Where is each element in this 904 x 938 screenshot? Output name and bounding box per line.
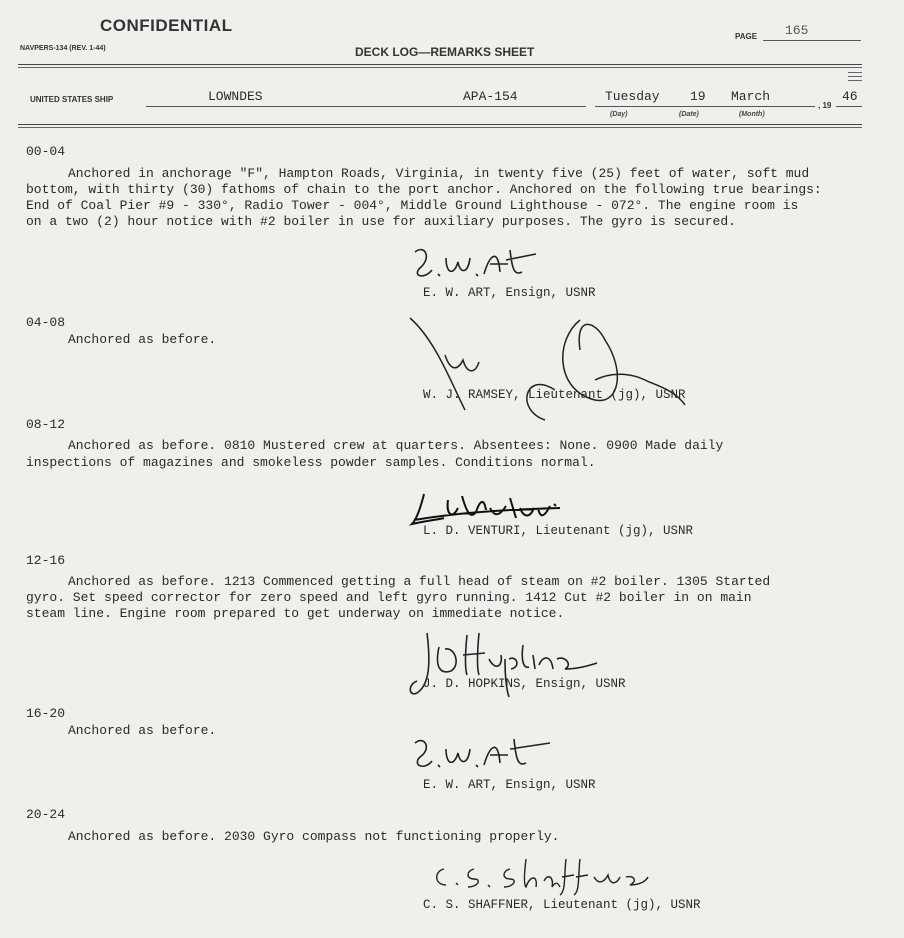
header-rule <box>18 64 862 65</box>
signature-line: E. W. ART, Ensign, USNR <box>423 286 596 300</box>
month-caption: (Month) <box>739 111 765 118</box>
log-entry-line: End of Coal Pier #9 - 330°, Radio Tower - 004°, Middle Ground Lighthouse - 072°. The engine room is <box>26 198 799 213</box>
ship-rule <box>146 106 586 107</box>
signature-line: E. W. ART, Ensign, USNR <box>423 778 596 792</box>
date-caption: (Date) <box>679 111 699 118</box>
log-date: 19 <box>690 89 706 104</box>
year-prefix: , 19 <box>818 101 832 110</box>
handwritten-signature <box>410 244 540 289</box>
page-label: PAGE <box>735 32 758 41</box>
form-number: NAVPERS-134 (REV. 1-44) <box>20 45 106 52</box>
watch-period: 16-20 <box>26 706 66 721</box>
page-number-rule <box>763 40 861 41</box>
signature-line: L. D. VENTURI, Lieutenant (jg), USNR <box>423 524 694 538</box>
info-rule <box>18 124 862 125</box>
watch-period: 00-04 <box>26 144 66 159</box>
signature-line: J. D. HOPKINS, Ensign, USNR <box>423 677 626 691</box>
signature-line: W. J. RAMSEY, Lieutenant (jg), USNR <box>423 388 686 402</box>
hull-number: APA-154 <box>463 89 518 104</box>
handwritten-signature <box>410 735 560 780</box>
log-entry-line: Anchored in anchorage "F", Hampton Roads, Virginia, in twenty five (25) feet of water, soft mud <box>68 166 810 181</box>
log-entry-line: Anchored as before. 0810 Mustered crew at quarters. Absentees: None. 0900 Made daily <box>68 438 724 453</box>
info-rule <box>18 127 862 128</box>
page-number: 165 <box>785 23 809 38</box>
log-entry-line: Anchored as before. <box>68 332 217 347</box>
handwritten-signature <box>405 310 695 435</box>
watch-period: 20-24 <box>26 807 66 822</box>
log-month: March <box>731 89 771 104</box>
classification-stamp: CONFIDENTIAL <box>100 16 233 35</box>
log-entry-line: Anchored as before. 1213 Commenced getting a full head of steam on #2 boiler. 1305 Started <box>68 574 771 589</box>
log-entry-line: Anchored as before. 2030 Gyro compass not functioning properly. <box>68 829 560 844</box>
day-caption: (Day) <box>610 111 628 118</box>
watch-period: 12-16 <box>26 553 66 568</box>
ship-label: UNITED STATES SHIP <box>30 95 114 104</box>
handwritten-signature <box>405 625 605 705</box>
log-day: Tuesday <box>605 89 660 104</box>
header-rule <box>18 67 862 68</box>
watch-period: 04-08 <box>26 315 66 330</box>
ship-name: LOWNDES <box>208 89 263 104</box>
log-entry-line: bottom, with thirty (30) fathoms of chain to the port anchor. Anchored on the following true bearings: <box>26 182 822 197</box>
log-entry-line: inspections of magazines and smokeless powder samples. Conditions normal. <box>26 455 596 470</box>
log-year: 46 <box>842 89 858 104</box>
date-rule <box>595 106 815 107</box>
margin-ticks <box>848 72 862 84</box>
watch-period: 08-12 <box>26 417 66 432</box>
log-entry-line: steam line. Engine room prepared to get underway on immediate notice. <box>26 606 565 621</box>
signature-line: C. S. SHAFFNER, Lieutenant (jg), USNR <box>423 898 701 912</box>
log-entry-line: on a two (2) hour notice with #2 boiler in use for auxiliary purposes. The gyro is secured. <box>26 214 736 229</box>
log-entry-line: gyro. Set speed corrector for zero speed and left gyro running. 1412 Cut #2 boiler in on main <box>26 590 752 605</box>
log-entry-line: Anchored as before. <box>68 723 217 738</box>
year-rule <box>836 106 862 107</box>
form-title: DECK LOG—REMARKS SHEET <box>355 45 535 59</box>
